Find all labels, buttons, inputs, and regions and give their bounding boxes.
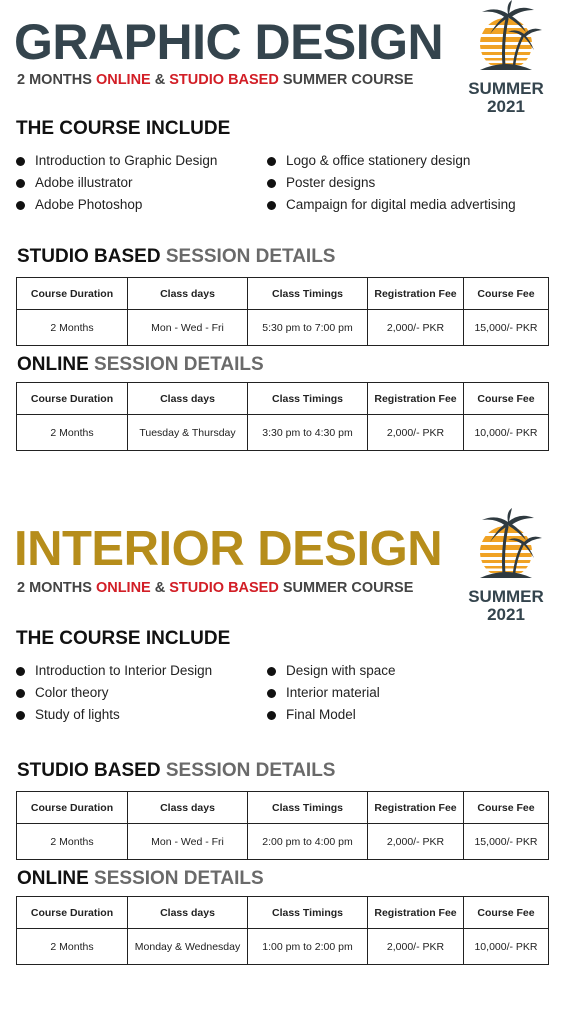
studio-session-table (16, 277, 549, 346)
course-title: GRAPHIC DESIGN (14, 14, 444, 70)
list-item (267, 194, 516, 216)
list-item (267, 704, 396, 726)
online-session-heading (17, 868, 264, 890)
table-cell: 2,000/- PKR (368, 824, 464, 860)
table-cell: 2,000/- PKR (368, 415, 464, 451)
table-header: Class Timings (248, 278, 368, 310)
list-item (16, 660, 212, 682)
table-cell: 10,000/- PKR (464, 929, 549, 965)
bullet-icon (267, 711, 276, 720)
table-cell: 5:30 pm to 7:00 pm (248, 310, 368, 346)
table-row (17, 824, 549, 860)
table-header: Class Timings (248, 792, 368, 824)
heading-bold: ONLINE (17, 354, 89, 375)
table-cell: 1:00 pm to 2:00 pm (248, 929, 368, 965)
topic-label: Interior material (286, 685, 380, 700)
bullet-icon (16, 157, 25, 166)
subtitle-studio: STUDIO BASED (169, 580, 279, 596)
topic-label: Study of lights (35, 707, 120, 722)
bullet-icon (267, 689, 276, 698)
online-session-table (16, 896, 549, 965)
topics-list-left (16, 660, 212, 726)
summer-badge (463, 508, 549, 626)
table-cell: 2 Months (17, 310, 128, 346)
table-header: Class days (128, 278, 248, 310)
bullet-icon (267, 667, 276, 676)
heading-grey: SESSION DETAILS (160, 246, 336, 267)
bullet-icon (16, 711, 25, 720)
table-cell: 2 Months (17, 929, 128, 965)
bullet-icon (267, 179, 276, 188)
table-header: Registration Fee (368, 278, 464, 310)
graphic-design-section (0, 0, 563, 470)
online-session-table (16, 382, 549, 451)
list-item (267, 172, 516, 194)
studio-session-heading (17, 246, 335, 268)
table-header-row (17, 897, 549, 929)
bullet-icon (16, 689, 25, 698)
bullet-icon (16, 667, 25, 676)
topic-label: Logo & office stationery design (286, 153, 471, 168)
list-item (16, 704, 212, 726)
heading-bold: ONLINE (17, 868, 89, 889)
table-cell: 10,000/- PKR (464, 415, 549, 451)
heading-grey: SESSION DETAILS (88, 354, 264, 375)
table-row (17, 415, 549, 451)
subtitle-amp: & (150, 580, 170, 596)
subtitle-summer: SUMMER COURSE (278, 580, 414, 596)
table-cell: 2,000/- PKR (368, 929, 464, 965)
course-subtitle (17, 72, 413, 88)
course-include-heading: THE COURSE INCLUDE (16, 628, 231, 649)
table-cell: Monday & Wednesday (128, 929, 248, 965)
online-session-heading (17, 354, 264, 376)
badge-summer: SUMMER (468, 587, 544, 606)
topic-label: Campaign for digital media advertising (286, 197, 516, 212)
bullet-icon (16, 179, 25, 188)
topic-label: Design with space (286, 663, 396, 678)
subtitle-duration: 2 MONTHS (17, 72, 96, 88)
palm-tree-sunset-icon (468, 0, 544, 78)
studio-session-table (16, 791, 549, 860)
table-cell: Mon - Wed - Fri (128, 310, 248, 346)
course-title: INTERIOR DESIGN (14, 522, 443, 576)
heading-grey: SESSION DETAILS (88, 868, 264, 889)
list-item (267, 150, 516, 172)
subtitle-summer: SUMMER COURSE (278, 72, 414, 88)
list-item (16, 150, 217, 172)
topic-label: Poster designs (286, 175, 376, 190)
table-header-row (17, 792, 549, 824)
bullet-icon (267, 157, 276, 166)
table-header: Class Timings (248, 897, 368, 929)
topics-list-left (16, 150, 217, 216)
table-header: Registration Fee (368, 383, 464, 415)
subtitle-studio: STUDIO BASED (169, 72, 279, 88)
heading-bold: STUDIO BASED (17, 246, 161, 267)
table-row (17, 310, 549, 346)
table-header-row (17, 383, 549, 415)
studio-session-heading (17, 760, 335, 782)
table-header: Course Duration (17, 897, 128, 929)
table-header: Course Fee (464, 897, 549, 929)
bullet-icon (267, 201, 276, 210)
badge-year: 2021 (487, 97, 525, 116)
list-item (16, 194, 217, 216)
table-cell: 2 Months (17, 824, 128, 860)
table-header: Class Timings (248, 383, 368, 415)
topic-label: Introduction to Interior Design (35, 663, 213, 678)
subtitle-online: ONLINE (95, 580, 151, 596)
topic-label: Introduction to Graphic Design (35, 153, 218, 168)
list-item (267, 682, 396, 704)
topics-list-right (267, 150, 516, 216)
table-header: Course Fee (464, 278, 549, 310)
table-header: Course Fee (464, 792, 549, 824)
topic-label: Color theory (35, 685, 109, 700)
topic-label: Final Model (286, 707, 356, 722)
table-cell: Tuesday & Thursday (128, 415, 248, 451)
topic-label: Adobe Photoshop (35, 197, 143, 212)
table-cell: 3:30 pm to 4:30 pm (248, 415, 368, 451)
table-header: Registration Fee (368, 792, 464, 824)
table-header: Class days (128, 792, 248, 824)
subtitle-online: ONLINE (95, 72, 151, 88)
table-header: Course Fee (464, 383, 549, 415)
table-header: Course Duration (17, 278, 128, 310)
table-cell: 2:00 pm to 4:00 pm (248, 824, 368, 860)
interior-design-section (0, 508, 563, 998)
table-header: Class days (128, 383, 248, 415)
course-subtitle (17, 580, 413, 596)
table-header-row (17, 278, 549, 310)
heading-grey: SESSION DETAILS (160, 760, 336, 781)
palm-tree-sunset-icon (468, 508, 544, 586)
table-row (17, 929, 549, 965)
table-cell: 15,000/- PKR (464, 310, 549, 346)
subtitle-amp: & (150, 72, 170, 88)
table-cell: 2,000/- PKR (368, 310, 464, 346)
table-header: Class days (128, 897, 248, 929)
bullet-icon (16, 201, 25, 210)
table-cell: 15,000/- PKR (464, 824, 549, 860)
subtitle-duration: 2 MONTHS (17, 580, 96, 596)
table-cell: Mon - Wed - Fri (128, 824, 248, 860)
course-include-heading: THE COURSE INCLUDE (16, 118, 231, 139)
table-header: Registration Fee (368, 897, 464, 929)
table-header: Course Duration (17, 383, 128, 415)
list-item (267, 660, 396, 682)
list-item (16, 172, 217, 194)
table-cell: 2 Months (17, 415, 128, 451)
heading-bold: STUDIO BASED (17, 760, 161, 781)
badge-summer: SUMMER (468, 79, 544, 98)
table-header: Course Duration (17, 792, 128, 824)
summer-badge (463, 0, 549, 118)
badge-year: 2021 (487, 605, 525, 624)
topics-list-right (267, 660, 396, 726)
list-item (16, 682, 212, 704)
topic-label: Adobe illustrator (35, 175, 133, 190)
